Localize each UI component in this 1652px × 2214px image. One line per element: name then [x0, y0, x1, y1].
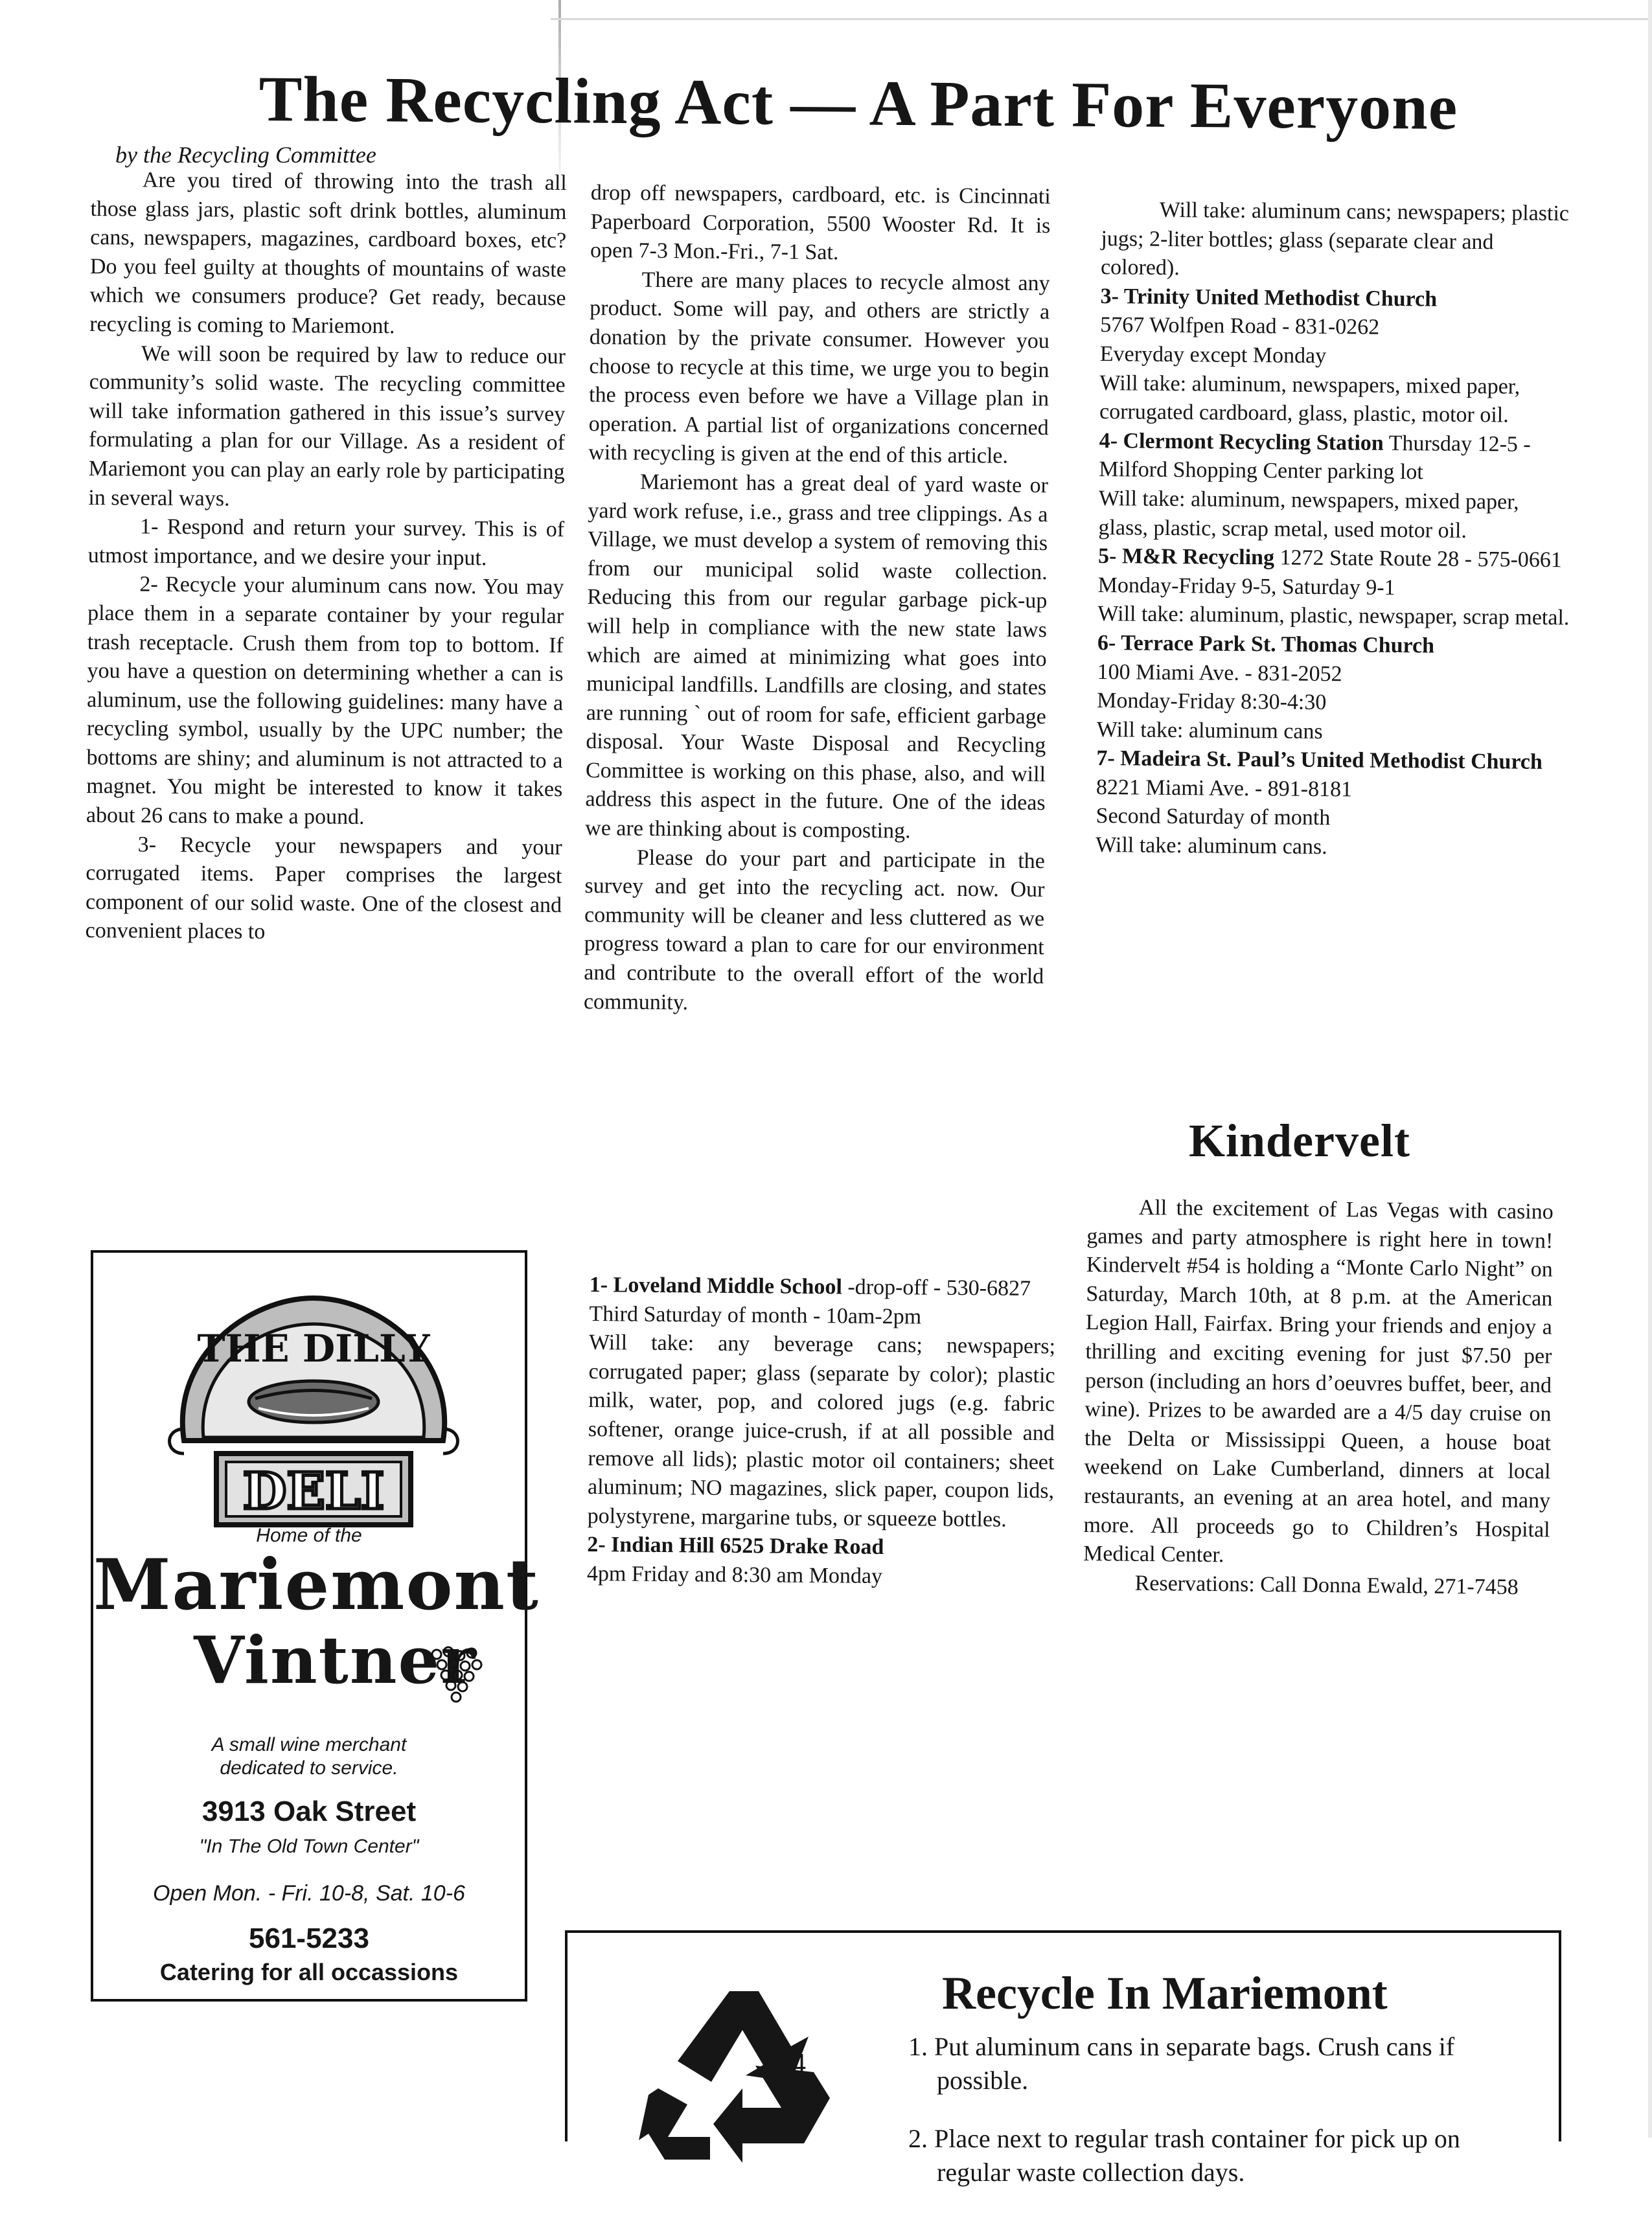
location-name: 1- Loveland Middle School: [589, 1272, 843, 1299]
grape-cluster-icon: [417, 1641, 495, 1713]
location-2-name: 2- Indian Hill 6525 Drake Road: [587, 1533, 884, 1560]
location-detail: -drop-off - 530-6827: [842, 1275, 1031, 1301]
location-hours: Second Saturday of month: [1096, 804, 1331, 830]
location-name: 4- Clermont Recycling Station: [1099, 428, 1384, 455]
paragraph: Please do your part and participate in the survey and get into the recycling act. now. Our community will be cleaner and less cluttered as we progress toward a plan to care for our environment and contribute to the overall effort of the world community.: [583, 845, 1045, 1014]
ad-home-of: Home of the: [256, 1525, 362, 1546]
logo-text-bottom: DELI: [242, 1462, 385, 1521]
ad-hours: Open Mon. - Fri. 10-8, Sat. 10-6: [153, 1881, 465, 1906]
location-accepts: Will take: aluminum cans; newspapers; plastic jugs; 2-liter bottles; glass (separate clear and colored).: [1100, 198, 1570, 280]
location-address: 100 Miami Ave. - 831-2052: [1097, 659, 1342, 686]
ad-brand-line-1: Mariemont: [93, 1544, 540, 1626]
article-title: The Recycling Act — A Part For Everyone: [258, 62, 1458, 143]
recycle-in-mariemont-box: [565, 1930, 1561, 2187]
paragraph: Mariemont has a great deal of yard waste or yard work refuse, i.e., grass and tree clippings. As a Village, we must develop a system of removing this from our municipal solid waste collection. Reducing this from our regular garbage pick-up will help in compliance with the new state laws which are aimed at minimizing what goes into municipal landfills. Landfills are closing, and states are running ` out of room for safe, efficient garbage disposal. Your Waste Disposal and Recycling Committee is working on this phase, also, and will address this aspect in the future. One of the ideas we are thinking about is composting.: [585, 470, 1049, 843]
ad-tagline: A small wine merchant dedicated to service.: [211, 1734, 407, 1779]
location-detail: 8221 Miami Ave. - 891-8181: [1096, 775, 1353, 802]
recycling-locations-list: [587, 1271, 1056, 1593]
paragraph: 3- Recycle your newspapers and your corrugated items. Paper comprises the largest component of our solid waste. One of the closest and convenient places to: [85, 832, 562, 944]
location-hours: Third Saturday of month - 10am-2pm: [589, 1301, 922, 1329]
location-1: [590, 1271, 1056, 1304]
article-column-1: [86, 166, 567, 949]
page-top-edge: [551, 18, 1652, 20]
location-accepts: Will take: aluminum, newspapers, mixed paper, corrugated cardboard, glass, plastic, motor oil.: [1099, 371, 1520, 428]
paragraph: All the excitement of Las Vegas with casino games and party atmosphere is right here in town! Kindervelt #54 is holding a “Monte Carlo Night” on Saturday, March 10th, at 8 p.m. at the American Legion Hall, Fairfax. Bring your friends and enjoy a thrilling and exciting evening for just $7.50 per person (including an hors d’oeuvres buffet, beer, and wine). Prizes to be awarded are a 4/5 day cruise on the Delta or Mississippi Queen, a house boat weekend on Lake Cumberland, dinners at local restaurants, an evening at an area hotel, and many more. All proceeds go to Children’s Hospital Medical Center.: [1083, 1195, 1554, 1568]
reservations-line: Reservations: Call Donna Ewald, 271-7458: [1134, 1571, 1519, 1599]
location-4: [1099, 427, 1572, 489]
location-5: [1098, 542, 1571, 575]
deli-advertisement: [91, 1250, 540, 2002]
article-column-2: [584, 179, 1051, 1020]
location-accepts: Will take: aluminum, newspapers, mixed paper, glass, plastic, scrap metal, used motor oil.: [1098, 486, 1519, 543]
ad-address: 3913 Oak Street: [201, 1796, 417, 1827]
location-accepts: Will take: aluminum cans: [1096, 717, 1323, 744]
paragraph: There are many places to recycle almost any product. Some will pay, and others are strictly a donation by the private consumer. However you choose to recycle at this time, we urge you to begin the process even before we have a Village plan in operation. A partial list of organizations concerned with recycling is given at the end of this article.: [588, 268, 1050, 468]
list-item: 2. Place next to regular trash container for pick up on regular waste collection days.: [908, 2124, 1460, 2187]
location-accepts: Will take: any beverage cans; newspapers; corrugated paper; glass (separate by color); plastic milk, water, pop, and colored jugs (e.g. fabric softener, orange juice-crush, if at all possible and remove all lids); plastic motor oil containers; sheet aluminum; NO magazines, slick paper, coupon lids, polystyrene, margarine tubs, or squeeze bottles.: [587, 1330, 1056, 1532]
location-hours: Monday-Friday 8:30-4:30: [1097, 689, 1327, 715]
dilly-deli-logo: [158, 1279, 469, 1564]
location-7: [1096, 744, 1570, 806]
page-right-edge: [1648, 0, 1652, 2138]
location-6-name: 6- Terrace Park St. Thomas Church: [1097, 630, 1435, 658]
location-hours: Everyday except Monday: [1099, 341, 1327, 369]
article-byline: by the Recycling Committee: [115, 142, 376, 168]
paragraph: Are you tired of throwing into the trash all those glass jars, plastic soft drink bottles, aluminum cans, newspapers, magazines, cardboard boxes, etc? Do you feel guilty at thoughts of mountains of waste which we consumers produce? Get ready, because recycling is coming to Mariemont.: [89, 168, 567, 339]
kindervelt-title: Kindervelt: [1189, 1115, 1410, 1167]
recycle-box-title: Recycle In Mariemont: [942, 1967, 1388, 2019]
logo-text-top: THE DILLY: [197, 1327, 430, 1371]
location-hours: 4pm Friday and 8:30 am Monday: [586, 1561, 883, 1588]
ad-phone: 561-5233: [249, 1923, 369, 1954]
list-item: 1. Put aluminum cans in separate bags. Crush cans if possible.: [908, 2032, 1455, 2095]
location-detail: 1272 State Route 28 - 575-0661: [1274, 545, 1563, 573]
paragraph: We will soon be required by law to reduce our community’s solid waste. The recycling committee will take information gathered in this issue’s survey formulating a plan for our Village. As a resident of Mariemont you can play an early role by participating in several ways.: [88, 341, 566, 511]
location-detail: Thursday 12-5 - Milford Shopping Center parking lot: [1099, 431, 1531, 485]
paragraph: 1- Respond and return your survey. This is of utmost importance, and we desire your input.: [87, 514, 565, 571]
ad-location-note: "In The Old Town Center": [199, 1836, 419, 1857]
ad-brand-line-2: Vintner: [194, 1622, 476, 1698]
kindervelt-article: [1083, 1193, 1553, 1603]
location-accepts: Will take: aluminum, plastic, newspaper, scrap metal.: [1097, 602, 1570, 630]
location-name: 7- Madeira St. Paul’s United Methodist Church: [1096, 746, 1543, 775]
location-address: 5767 Wolfpen Road - 831-0262: [1100, 313, 1380, 340]
location-accepts: Will take: aluminum cans.: [1096, 833, 1327, 860]
location-name: 5- M&R Recycling: [1097, 544, 1275, 570]
recycle-instructions: [891, 2030, 1539, 2214]
paragraph: drop off newspapers, cardboard, etc. is Cincinnati Paperboard Corporation, 5500 Wooster Rd. It is open 7-3 Mon.-Fri., 7-1 Sat.: [590, 180, 1051, 265]
location-3-name: 3- Trinity United Methodist Church: [1100, 284, 1438, 312]
ad-catering: Catering for all occassions: [159, 1959, 459, 1985]
paragraph: 2- Recycle your aluminum cans now. You may place them in a separate container by your regular trash receptacle. Crush them from top to bottom. If you have a question on determining whether a can is aluminum, use the following guidelines: many have a recycling symbol, usually by the UPC number; the bottoms are shiny; and aluminum is not attracted to a magnet. You might be interested to know it takes about 26 cans to make a pound.: [86, 572, 564, 830]
article-column-3: [1096, 196, 1574, 864]
location-hours: Monday-Friday 9-5, Saturday 9-1: [1097, 573, 1395, 600]
page-number: 4: [792, 2048, 806, 2079]
